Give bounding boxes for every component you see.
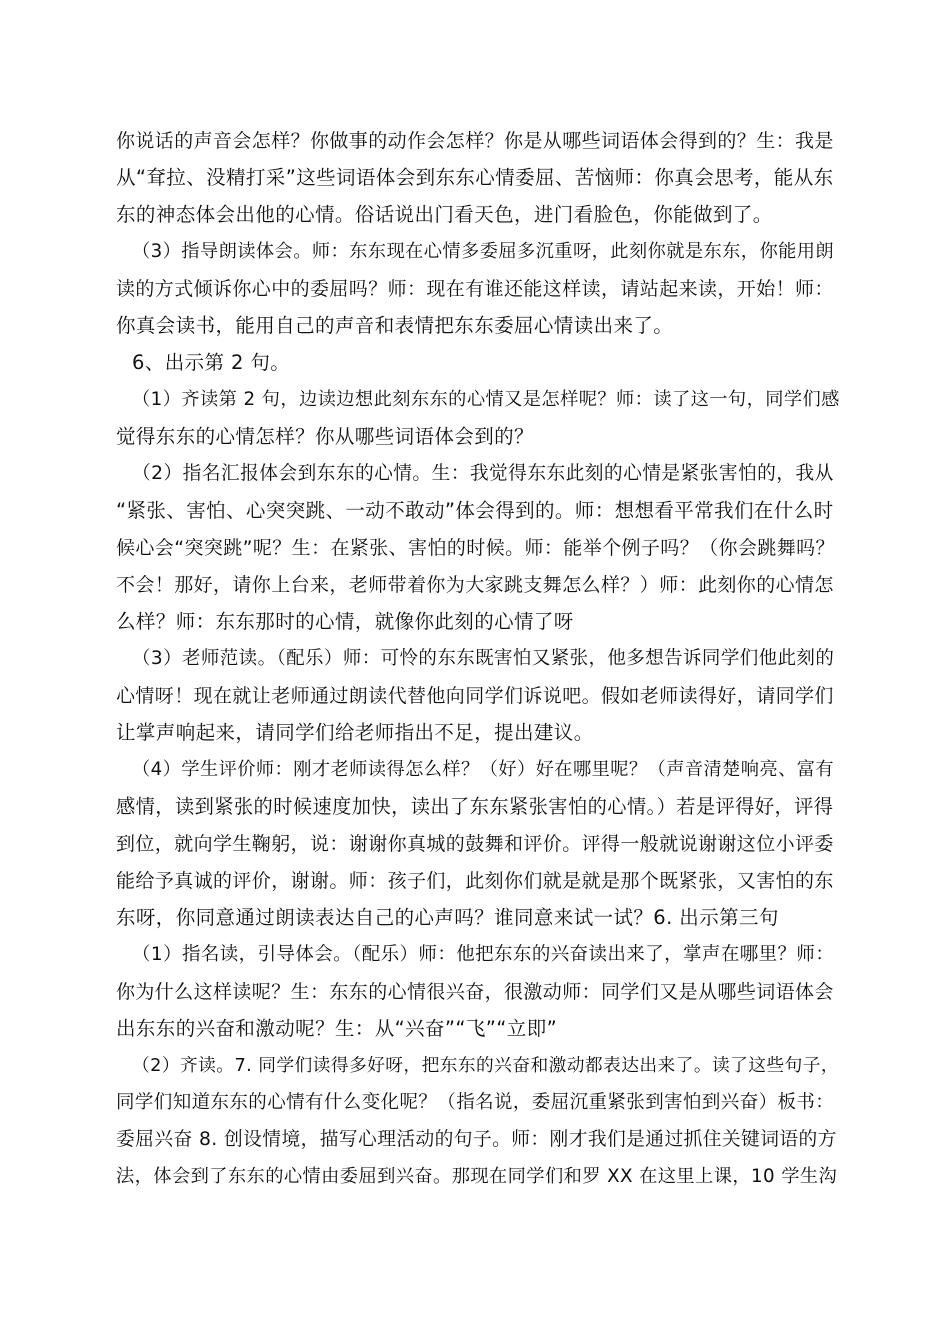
text-line: “紧张、害怕、心突突跳、一动不敢动”体会得到的。师：想想看平常我们在什么时 bbox=[116, 499, 834, 522]
text-line: 么样？师：东东那时的心情，就像你此刻的心情了呀 bbox=[116, 610, 574, 633]
text-line: 委屈兴奋 8. 创设情境，描写心理活动的句子。师：刚才我们是通过抓住关键词语的方 bbox=[116, 1129, 837, 1150]
text-line: 心情呀！现在就让老师通过朗读代替他向同学们诉说吧。假如老师读得好，请同学们 bbox=[116, 685, 834, 707]
text-line: （1）齐读第 2 句，边读边想此刻东东的心情又是怎样呢？师：读了这一句，同学们感 bbox=[132, 389, 840, 410]
text-line: 从“耷拉、没精打采”这些词语体会到东东心情委屈、苦恼师：你真会思考，能从东 bbox=[116, 166, 834, 189]
text-line: 你说话的声音会怎样？你做事的动作会怎样？你是从哪些词语体会得到的？生：我是 bbox=[116, 130, 834, 152]
text-line: 你为什么这样读呢？生：东东的心情很兴奋，很激动师：同学们又是从哪些词语体会 bbox=[116, 981, 834, 1003]
text-line: （3）老师范读。（配乐）师：可怜的东东既害怕又紧张，他多想告诉同学们他此刻的 bbox=[132, 648, 835, 669]
text-line: 不会！那好，请你上台来，老师带着你为大家跳支舞怎么样？）师：此刻你的心情怎 bbox=[116, 574, 834, 596]
text-line: 到位，就向学生鞠躬，说：谢谢你真城的鼓舞和评价。评得一般就说谢谢这位小评委 bbox=[116, 833, 834, 855]
text-line: 东呀，你同意通过朗读表达自己的心声吗？谁同意来试一试？6. 出示第三句 bbox=[116, 906, 779, 929]
text-line: 读的方式倾诉你心中的委屈吗？师：现在有谁还能这样读，请站起来读，开始！师： bbox=[116, 278, 834, 300]
text-line: 感情，读到紧张的时候速度加快，读出了东东紧张害怕的心情。）若是评得好，评得 bbox=[116, 795, 834, 818]
text-line: 你真会读书，能用自己的声音和表情把东东委屈心情读出来了。 bbox=[116, 314, 674, 337]
text-line: （1）指名读，引导体会。（配乐）师：他把东东的兴奋读出来了，掌声在哪里？师： bbox=[132, 944, 835, 965]
text-line: 觉得东东的心情怎样？你从哪些词语体会到的？ bbox=[116, 425, 534, 448]
text-line: 出东东的兴奋和激动呢？生：从“兴奋”“飞”“立即” bbox=[116, 1017, 558, 1040]
text-line: （2）指名汇报体会到东东的心情。生：我觉得东东此刻的心情是紧张害怕的，我从 bbox=[132, 463, 834, 484]
text-line: 让掌声响起来，请同学们给老师指出不足，提出建议。 bbox=[116, 721, 594, 744]
text-line: 候心会“突突跳”呢？生：在紧张、害怕的时候。师：能举个例子吗？（你会跳舞吗？ bbox=[116, 537, 835, 559]
text-line: 法，体会到了东东的心情由委屈到兴奋。那现在同学们和罗 XX 在这里上课，10 学生沟 bbox=[116, 1166, 838, 1187]
text-line: 能给予真诚的评价，谢谢。师：孩子们，此刻你们就是就是那个既紧张，又害怕的东 bbox=[116, 870, 834, 892]
text-line: （3）指导朗读体会。师：东东现在心情多委屈多沉重呀，此刻你就是东东，你能用朗 bbox=[132, 241, 835, 262]
text-line: 6、出示第 2 句。 bbox=[132, 351, 291, 374]
text-line: 同学们知道东东的心情有什么变化呢？（指名说，委屈沉重紧张到害怕到兴奋）板书： bbox=[116, 1092, 835, 1113]
text-line: （2）齐读。7. 同学们读得多好呀，把东东的兴奋和激动都表达出来了。读了这些句子， bbox=[132, 1056, 840, 1076]
text-line: （4）学生评价师：刚才老师读得怎么样？（好）好在哪里呢？（声音清楚响亮、富有 bbox=[132, 759, 835, 780]
text-line: 东的神态体会出他的心情。俗话说出门看天色，进门看脸色，你能做到了。 bbox=[116, 203, 773, 226]
